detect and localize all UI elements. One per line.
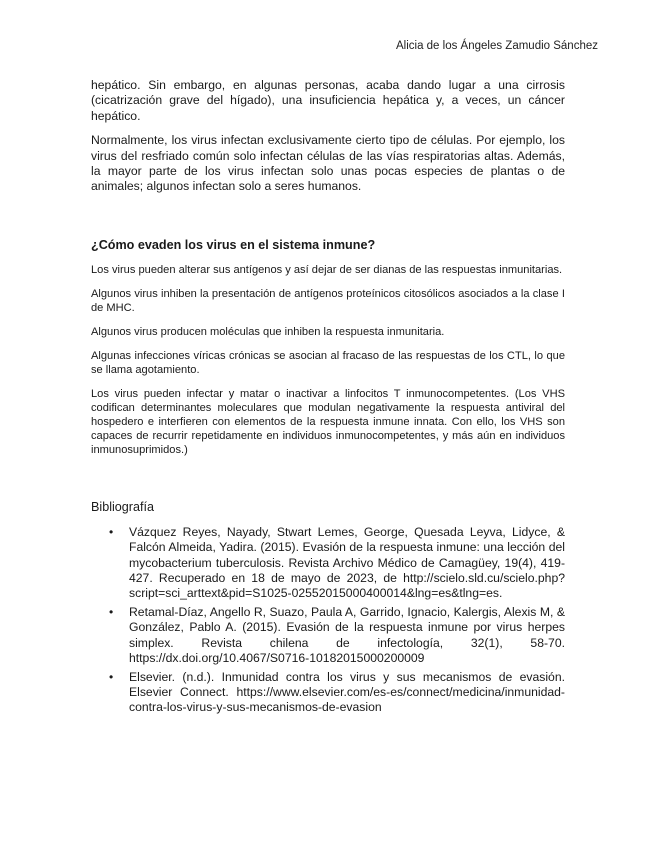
section-paragraph: Algunos virus inhiben la presentación de antígenos proteínicos citosólicos asociados a la clase I de MHC. — [91, 287, 565, 314]
section-paragraph: Los virus pueden alterar sus antígenos y así dejar de ser dianas de las respuestas inmunitarias. — [91, 263, 563, 276]
bibliography-entry-text: Elsevier. (n.d.). Inmunidad contra los virus y sus mecanismos de evasión. Elsevier Connect. https://www.elsevier.com/es-es/connect/medicina/inmunidad-contra-los-virus-y-sus-mecanismos-de-evasion — [129, 669, 565, 715]
page-content — [91, 78, 565, 719]
body-paragraph: hepático. Sin embargo, en algunas personas, acaba dando lugar a una cirrosis (cicatrización grave del hígado), una insuficiencia hepática y, a veces, un cáncer hepático. — [91, 78, 565, 123]
bibliography-entry-text: Vázquez Reyes, Nayady, Stwart Lemes, George, Quesada Leyva, Lidyce, & Falcón Almeida, Yadira. (2015). Evasión de la respuesta inmune: una lección del mycobacterium tuberculosis. Revista Archivo Médico de Camagüey, 19(4), 419-427. Recuperado en 18 de mayo de 2023, de http://scielo.sld.cu/scielo.php?script=sci_arttext&pid=S1025-02552015000400014&lng=es&tlng=es. — [129, 524, 565, 601]
section-paragraph: Los virus pueden infectar y matar o inactivar a linfocitos T inmunocompetentes. (Los VHS codifican determinantes moleculares que modulan negativamente la respuesta antiviral del hospedero e interfieren con elementos de la respuesta inmune innata. Con ello, los VHS son capaces de recurrir repetidamente en individuos inmunocompetentes, y más aún en individuos inmunosuprimidos.) — [91, 387, 565, 456]
bullet-icon: • — [109, 669, 114, 684]
section-paragraph: Algunas infecciones víricas crónicas se asocian al fracaso de las respuestas de los CTL, lo que se llama agotamiento. — [91, 349, 565, 376]
section-paragraph: Algunos virus producen moléculas que inhiben la respuesta inmunitaria. — [91, 325, 445, 338]
bibliography-entry — [91, 670, 565, 716]
bullet-icon: • — [109, 604, 114, 619]
section-title: ¿Cómo evaden los virus en el sistema inmune? — [91, 237, 376, 252]
bibliography-title: Bibliografía — [91, 499, 155, 514]
bibliography-entry-text: Retamal-Díaz, Angello R, Suazo, Paula A, Garrido, Ignacio, Kalergis, Alexis M, & González, Pablo A. (2015). Evasión de la respuesta inmune por virus herpes simplex. Revista chilena de infectología, 32(1), 58-70. https://dx.doi.org/10.4067/S0716-10182015000200009 — [129, 604, 565, 666]
bullet-icon: • — [109, 524, 114, 539]
bibliography-list — [91, 525, 565, 716]
page-header-author: Alicia de los Ángeles Zamudio Sánchez — [395, 40, 598, 52]
body-paragraph: Normalmente, los virus infectan exclusivamente cierto tipo de células. Por ejemplo, los virus del resfriado común solo infectan células de las vías respiratorias altas. Además, la mayor parte de los virus infectan solo unas pocas especies de plantas o de animales; algunos infectan solo a seres humanos. — [91, 133, 565, 194]
bibliography-entry — [91, 605, 565, 667]
bibliography-entry — [91, 525, 565, 602]
